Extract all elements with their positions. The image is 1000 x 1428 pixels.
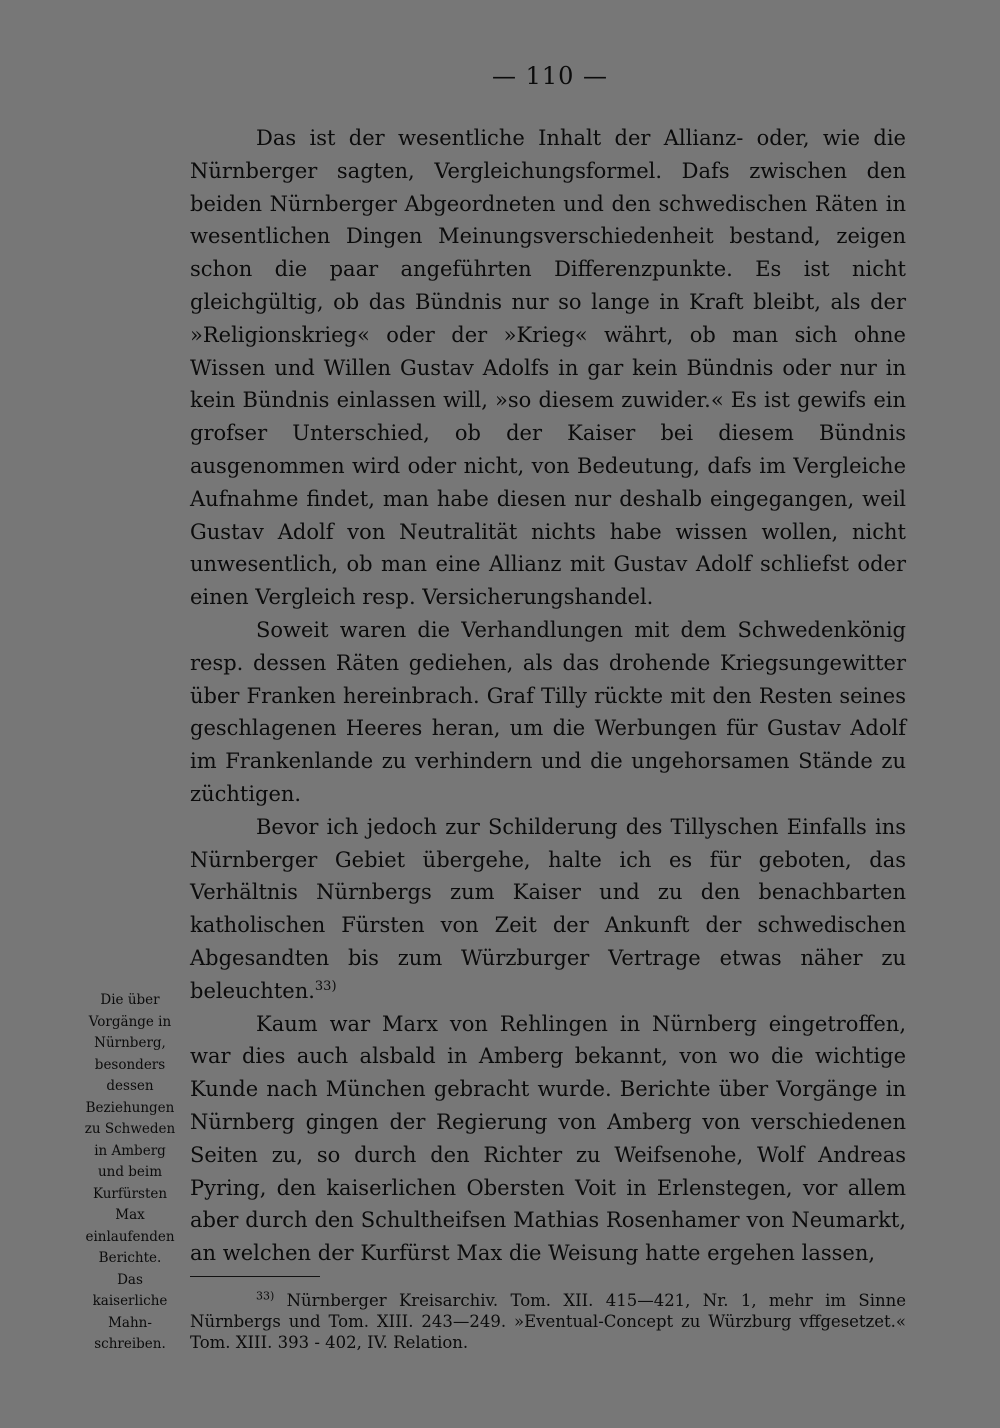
marginal-line: Beziehungen [85, 1099, 175, 1116]
marginal-line: einlaufenden [85, 1228, 175, 1245]
paragraph-3 [190, 811, 906, 1008]
paragraph-4: Kaum war Marx von Rehlingen in Nürnberg eingetroffen, war dies auch alsbald in Amberg bekannt, von wo die wichtige Kunde nach München gebracht wurde. Berichte über Vorgänge in Nürnberg gingen der Regierung von Amberg von verschiedenen Seiten zu, so durch den Richter zu Weifsenohe, Wolf Andreas Pyring, den kaiserlichen Obersten Voit in Erlenstegen, vor allem aber durch den Schultheifsen Mathias Rosenhamer von Neumarkt, an welchen der Kurfürst Max die Weisung hatte ergehen lassen, [190, 1011, 906, 1266]
marginal-line: und beim [97, 1164, 163, 1180]
marginal-line: dessen [106, 1078, 154, 1094]
marginal-line: Vorgänge in [88, 1013, 172, 1030]
marginal-line: Nürnberg, [94, 1035, 166, 1051]
page-number: — 110 — [491, 62, 609, 90]
paragraph-2: Soweit waren die Verhandlungen mit dem Schwedenkönig resp. dessen Räten gediehen, als das drohende Kriegsungewitter über Franken hereinbrach. Graf Tilly rückte mit den Resten seines geschlagenen Heeres heran, um die Werbungen für Gustav Adolf im Frankenlande zu verhindern und die ungehorsamen Stände zu züchtigen. [190, 617, 906, 806]
marginal-line: Berichte. [98, 1250, 162, 1266]
footnote-mark: 33) [256, 1289, 275, 1303]
marginal-line: zu Schweden [84, 1121, 176, 1137]
footnote-text: Nürnberger Kreisarchiv. Tom. XII. 415—421, Nr. 1, mehr im Sinne Nürnbergs und Tom. XIII. 243—249. »Eventual-Concept zu Würzburg vffgesetzet.« Tom. XIII. 393 - 402, IV. Relation. [190, 1291, 906, 1352]
footnote [190, 1290, 906, 1353]
marginal-line: in Amberg [94, 1142, 166, 1159]
marginal-line: Das [117, 1271, 143, 1288]
footnote-reference[interactable]: 33) [314, 978, 337, 994]
marginal-line: besonders [94, 1056, 166, 1073]
marginal-line: kaiserliche [92, 1293, 168, 1309]
main-text [190, 122, 906, 1270]
marginal-line: schreiben. [94, 1336, 166, 1352]
marginal-line: Kurfürsten [92, 1185, 168, 1202]
marginal-line: Mahn- [108, 1314, 152, 1331]
footnote-paragraph [190, 1290, 906, 1353]
marginal-line: Die über [100, 992, 160, 1008]
marginal-note [70, 990, 190, 1356]
paragraph-3-text: Bevor ich jedoch zur Schilderung des Tillyschen Einfalls ins Nürnberger Gebiet übergehe, halte ich es für geboten, das Verhältnis Nürnbergs zum Kaiser und zu den benachbarten katholischen Fürsten von Zeit der Ankunft der schwedischen Abgesandten bis zum Würzburger Vertrage etwas näher zu beleuchten. [190, 814, 906, 1003]
marginal-line: Max [115, 1207, 145, 1223]
paragraph-1: Das ist der wesentliche Inhalt der Allianz- oder, wie die Nürnberger sagten, Vergleichungsformel. Dafs zwischen den beiden Nürnberger Abgeordneten und den schwedischen Räten in wesentlichen Dingen Meinungsverschiedenheit bestand, zeigen schon die paar angeführten Differenzpunkte. Es ist nicht gleichgültig, ob das Bündnis nur so lange in Kraft bleibt, als der »Religionskrieg« oder der »Krieg« währt, ob man sich ohne Wissen und Willen Gustav Adolfs in gar kein Bündnis oder nur in kein Bündnis einlassen will, »so diesem zuwider.« Es ist gewifs ein grofser Unterschied, ob der Kaiser bei diesem Bündnis ausgenommen wird oder nicht, von Bedeutung, dafs im Vergleiche Aufnahme findet, man habe diesen nur deshalb eingegangen, weil Gustav Adolf von Neutralität nichts habe wissen wollen, nicht unwesentlich, ob man eine Allianz mit Gustav Adolf schliefst oder einen Vergleich resp. Versicherungshandel. [190, 126, 906, 610]
footnote-divider [190, 1276, 320, 1277]
